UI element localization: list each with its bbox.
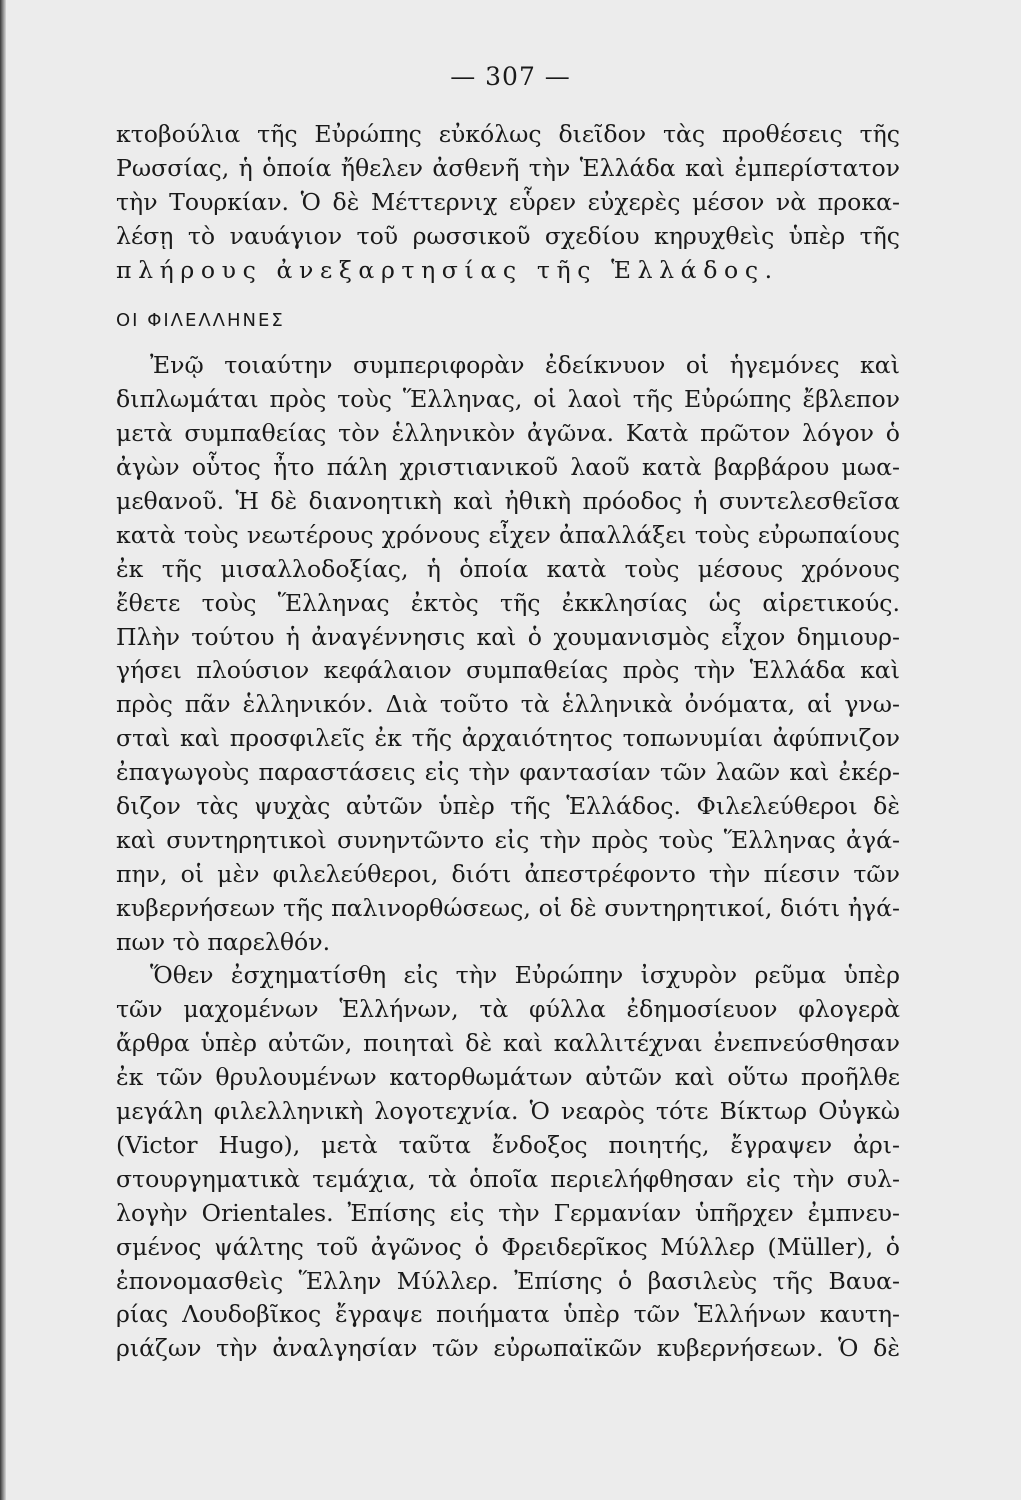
page-number: — 307 —: [450, 62, 571, 91]
text-line: ἐπαγωγοὺς παραστάσεις εἰς τὴν φαντασίαν τῶν λαῶν καὶ ἐκέρ-: [116, 758, 900, 787]
text-line: λέσῃ τὸ ναυάγιον τοῦ ρωσσικοῦ σχεδίου κηρυχθεὶς ὑπὲρ τῆς: [116, 221, 900, 250]
text-line: στουργηματικὰ τεμάχια, τὰ ὁποῖα περιελήφθησαν εἰς τὴν συλ-: [116, 1164, 900, 1193]
text-line: πην, οἱ μὲν φιλελεύθεροι, διότι ἀπεστρέφοντο τὴν πίεσιν τῶν: [116, 859, 900, 888]
text-line: ἔθετε τοὺς Ἕλληνας ἐκτὸς τῆς ἐκκλησίας ὡς αἱρετικούς.: [116, 588, 900, 617]
text-line: τῶν μαχομένων Ἑλλήνων, τὰ φύλλα ἐδημοσίευον φλογερὰ: [116, 995, 900, 1024]
text-line: Πλὴν τούτου ἡ ἀναγέννησις καὶ ὁ χουμανισμὸς εἶχον δημιουρ-: [116, 622, 900, 651]
text-line: κτοβούλια τῆς Εὐρώπης εὐκόλως διεῖδον τὰς προθέσεις τῆς: [116, 120, 900, 148]
text-line: (Victor Hugo), μετὰ ταῦτα ἔνδοξος ποιητής, ἔγραψεν ἀρι-: [116, 1130, 900, 1159]
paragraph-3: [116, 959, 900, 1366]
text-line: γήσει πλούσιον κεφάλαιον συμπαθείας πρὸς τὴν Ἑλλάδα καὶ: [116, 656, 900, 685]
text-line: ἐπονομασθεὶς Ἕλλην Μύλλερ. Ἐπίσης ὁ βασιλεὺς τῆς Βαυα-: [116, 1266, 900, 1295]
text-line: Ρωσσίας, ἡ ὁποία ἤθελεν ἀσθενῆ τὴν Ἑλλάδα καὶ ἐμπερίστατον: [116, 153, 900, 182]
text-line: σμένος ψάλτης τοῦ ἀγῶνος ὁ Φρειδερῖκος Μύλλερ (Müller), ὁ: [116, 1232, 900, 1261]
text-line: διπλωμάται πρὸς τοὺς Ἕλληνας, οἱ λαοὶ τῆς Εὐρώπης ἔβλεπον: [116, 385, 900, 414]
paragraph-1: [116, 118, 900, 287]
text-line: Ὅθεν ἐσχηματίσθη εἰς τὴν Εὐρώπην ἰσχυρὸν ρεῦμα ὑπὲρ: [150, 961, 900, 990]
text-line: μετὰ συμπαθείας τὸν ἑλληνικὸν ἀγῶνα. Κατὰ πρῶτον λόγον ὁ: [116, 419, 900, 448]
text-line: ἀγὼν οὗτος ἦτο πάλη χριστιανικοῦ λαοῦ κατὰ βαρβάρου μωα-: [116, 453, 900, 482]
text-line: ρίας Λουδοβῖκος ἔγραψε ποιήματα ὑπὲρ τῶν Ἑλλήνων καυτη-: [116, 1300, 900, 1329]
text-line: κυβερνήσεων τῆς παλινορθώσεως, οἱ δὲ συντηρητικοί, διότι ἠγά-: [116, 893, 900, 922]
body-text: [116, 118, 900, 1366]
text-line: πων τὸ παρελθόν.: [116, 927, 331, 956]
text-line: Ἐνῷ τοιαύτην συμπεριφορὰν ἐδείκνυον οἱ ἡγεμόνες καὶ: [150, 351, 900, 380]
section-heading: ΟΙ ΦΙΛΕΛΛΗΝΕΣ: [116, 310, 285, 332]
text-line: λογὴν Orientales. Ἐπίσης εἰς τὴν Γερμανίαν ὑπῆρχεν ἐμπνευ-: [116, 1198, 900, 1227]
text-line: μεγάλη φιλελληνικὴ λογοτεχνία. Ὁ νεαρὸς τότε Βίκτωρ Οὐγκὼ: [116, 1097, 900, 1126]
text-line: ριάζων τὴν ἀναλγησίαν τῶν εὐρωπαϊκῶν κυβερνήσεων. Ὁ δὲ: [116, 1334, 900, 1363]
text-line: ἐκ τῶν θρυλουμένων κατορθωμάτων αὐτῶν καὶ οὕτω προῆλθε: [116, 1063, 900, 1092]
text-line: καὶ συντηρητικοὶ συνηντῶντο εἰς τὴν πρὸς τοὺς Ἕλληνας ἀγά-: [116, 825, 900, 854]
page-binding-shadow: [0, 0, 6, 1500]
text-line: ἐκ τῆς μισαλλοδοξίας, ἡ ὁποία κατὰ τοὺς μέσους χρόνους: [116, 554, 900, 583]
text-line: τὴν Τουρκίαν. Ὁ δὲ Μέττερνιχ εὗρεν εὐχερὲς μέσον νὰ προκα-: [116, 187, 900, 216]
text-line: πρὸς πᾶν ἑλληνικόν. Διὰ τοῦτο τὰ ἑλληνικὰ ὀνόματα, αἱ γνω-: [116, 690, 900, 719]
text-line-emphasized: πλήρους ἀνεξαρτησίας τῆς Ἑλλάδος.: [116, 255, 779, 284]
paragraph-2: [116, 349, 900, 959]
text-line: ἄρθρα ὑπὲρ αὐτῶν, ποιηταὶ δὲ καὶ καλλιτέχναι ἐνεπνεύσθησαν: [116, 1029, 900, 1058]
text-line: μεθανοῦ. Ἡ δὲ διανοητικὴ καὶ ἠθικὴ πρόοδος ἡ συντελεσθεῖσα: [116, 487, 900, 516]
text-line: διζον τὰς ψυχὰς αὐτῶν ὑπὲρ τῆς Ἑλλάδος. Φιλελεύθεροι δὲ: [116, 792, 900, 821]
text-line: κατὰ τοὺς νεωτέρους χρόνους εἶχεν ἀπαλλάξει τοὺς εὐρωπαίους: [116, 520, 900, 549]
text-line: σταὶ καὶ προσφιλεῖς ἐκ τῆς ἀρχαιότητος τοπωνυμίαι ἀφύπνιζον: [116, 724, 900, 753]
